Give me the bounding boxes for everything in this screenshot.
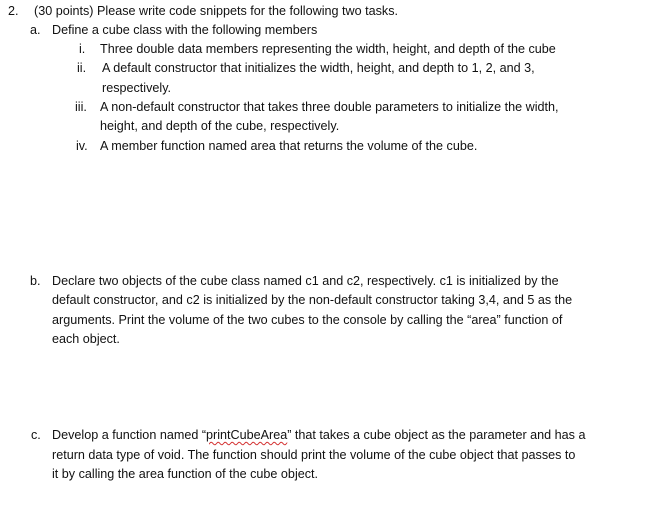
question-header: (30 points) Please write code snippets for the following two tasks. (34, 4, 399, 18)
part-b-line-4: each object. (52, 332, 120, 346)
question-number: 2. (8, 4, 19, 18)
item-iv-marker: iv. (76, 139, 88, 153)
part-b-line-2: default constructor, and c2 is initialized by the non-default constructor taking 3,4, and 5 as the (52, 293, 573, 307)
spellcheck-flagged-word: printCubeArea (206, 428, 288, 442)
part-c-line-1-before: Develop a function named “ (52, 428, 207, 442)
part-c-line-1-after: ” that takes a cube object as the parameter and has a (287, 428, 586, 442)
item-iii-line-2: height, and depth of the cube, respectively. (100, 119, 340, 133)
part-c-line-2: return data type of void. The function should print the volume of the cube object that passes to (52, 448, 576, 462)
item-ii-line-1: A default constructor that initializes the width, height, and depth to 1, 2, and 3, (102, 61, 535, 75)
part-b-line-3: arguments. Print the volume of the two cubes to the console by calling the “area” function of (52, 313, 563, 327)
part-c-line-3: it by calling the area function of the cube object. (52, 467, 319, 481)
item-i-marker: i. (79, 42, 86, 56)
part-a-text: Define a cube class with the following members (52, 23, 318, 37)
item-iii-marker: iii. (75, 100, 87, 114)
item-iii-line-1: A non-default constructor that takes three double parameters to initialize the width, (100, 100, 559, 114)
part-b-marker: b. (30, 274, 41, 288)
part-c-marker: c. (31, 428, 41, 442)
item-ii-marker: ii. (77, 61, 87, 75)
item-i-line-1: Three double data members representing the width, height, and depth of the cube (100, 42, 556, 56)
item-ii-line-2: respectively. (102, 81, 172, 95)
part-c-line-1 (52, 426, 585, 445)
part-a-marker: a. (30, 23, 41, 37)
item-iv-line-1: A member function named area that returns the volume of the cube. (100, 139, 478, 153)
part-b-line-1: Declare two objects of the cube class named c1 and c2, respectively. c1 is initialized by the (52, 274, 559, 288)
